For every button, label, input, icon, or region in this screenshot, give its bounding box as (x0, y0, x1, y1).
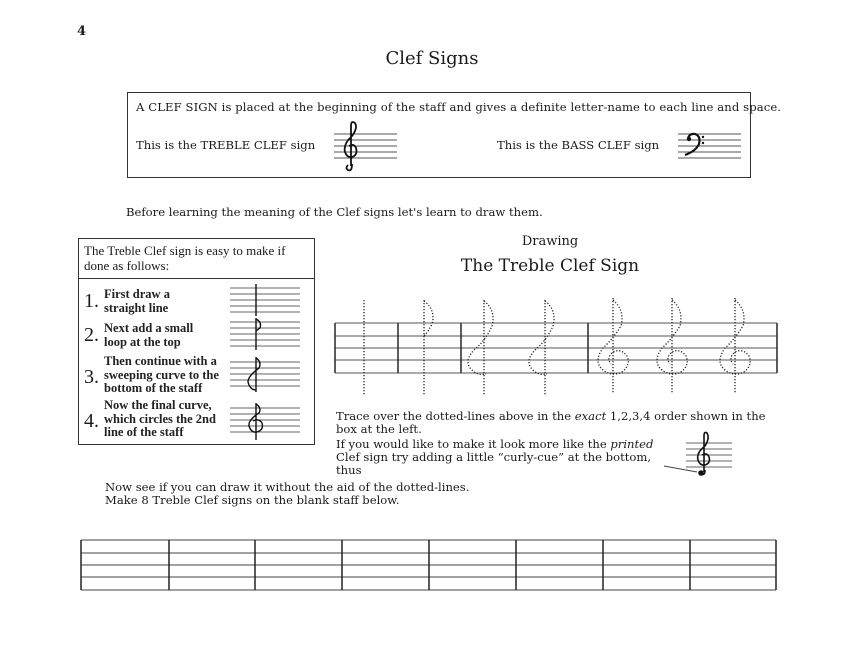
step-1-number: 1. (84, 290, 99, 312)
step-2-number: 2. (84, 324, 99, 346)
step-2-text: Next add a small loop at the top (104, 321, 194, 349)
trace-instructions: Trace over the dotted-lines above in the exact 1,2,3,4 order shown in the box at the left. (336, 409, 766, 436)
curly-cue-instructions: If you would like to make it look more like the printed Clef sign try adding a little “curly-cue” at the bottom, thus (336, 437, 654, 477)
intro-text: Before learning the meaning of the Clef signs let's learn to draw them. (126, 205, 543, 219)
dotted-full-clef-icon-2 (657, 298, 687, 393)
drawing-label: Drawing (521, 234, 579, 249)
page-number: 4 (77, 24, 87, 39)
dotted-full-clef-icon-1 (598, 298, 628, 393)
step-4-text: Now the final curve, which circles the 2nd line of the staff (104, 398, 216, 439)
tracing-staff (335, 323, 777, 373)
practice-instructions: Now see if you can draw it without the aid of the dotted-lines. Make 8 Treble Clef signs on the blank staff below. (105, 480, 470, 507)
clef-definition-text: A CLEF SIGN is placed at the beginning of the staff and gives a definite letter-name to each line and space. (136, 100, 782, 114)
dotted-clefs (364, 298, 750, 396)
page-title: Clef Signs (385, 48, 479, 69)
dotted-full-clef-icon-3 (720, 298, 750, 393)
steps-divider (78, 278, 315, 279)
treble-clef-sample-staff (334, 134, 397, 158)
bass-clef-label: This is the BASS CLEF sign (497, 138, 660, 152)
drawing-title: The Treble Clef Sign (460, 256, 640, 276)
steps-heading: The Treble Clef sign is easy to make if done as follows: (84, 243, 286, 273)
step-3-text: Then continue with a sweeping curve to the bottom of the staff (104, 354, 219, 395)
treble-clef-label: This is the TREBLE CLEF sign (136, 138, 316, 152)
curly-cue-clef-icon (698, 432, 710, 475)
step-1-text: First draw a straight line (104, 287, 170, 315)
step-3-number: 3. (84, 366, 99, 388)
step-4-number: 4. (84, 410, 99, 432)
